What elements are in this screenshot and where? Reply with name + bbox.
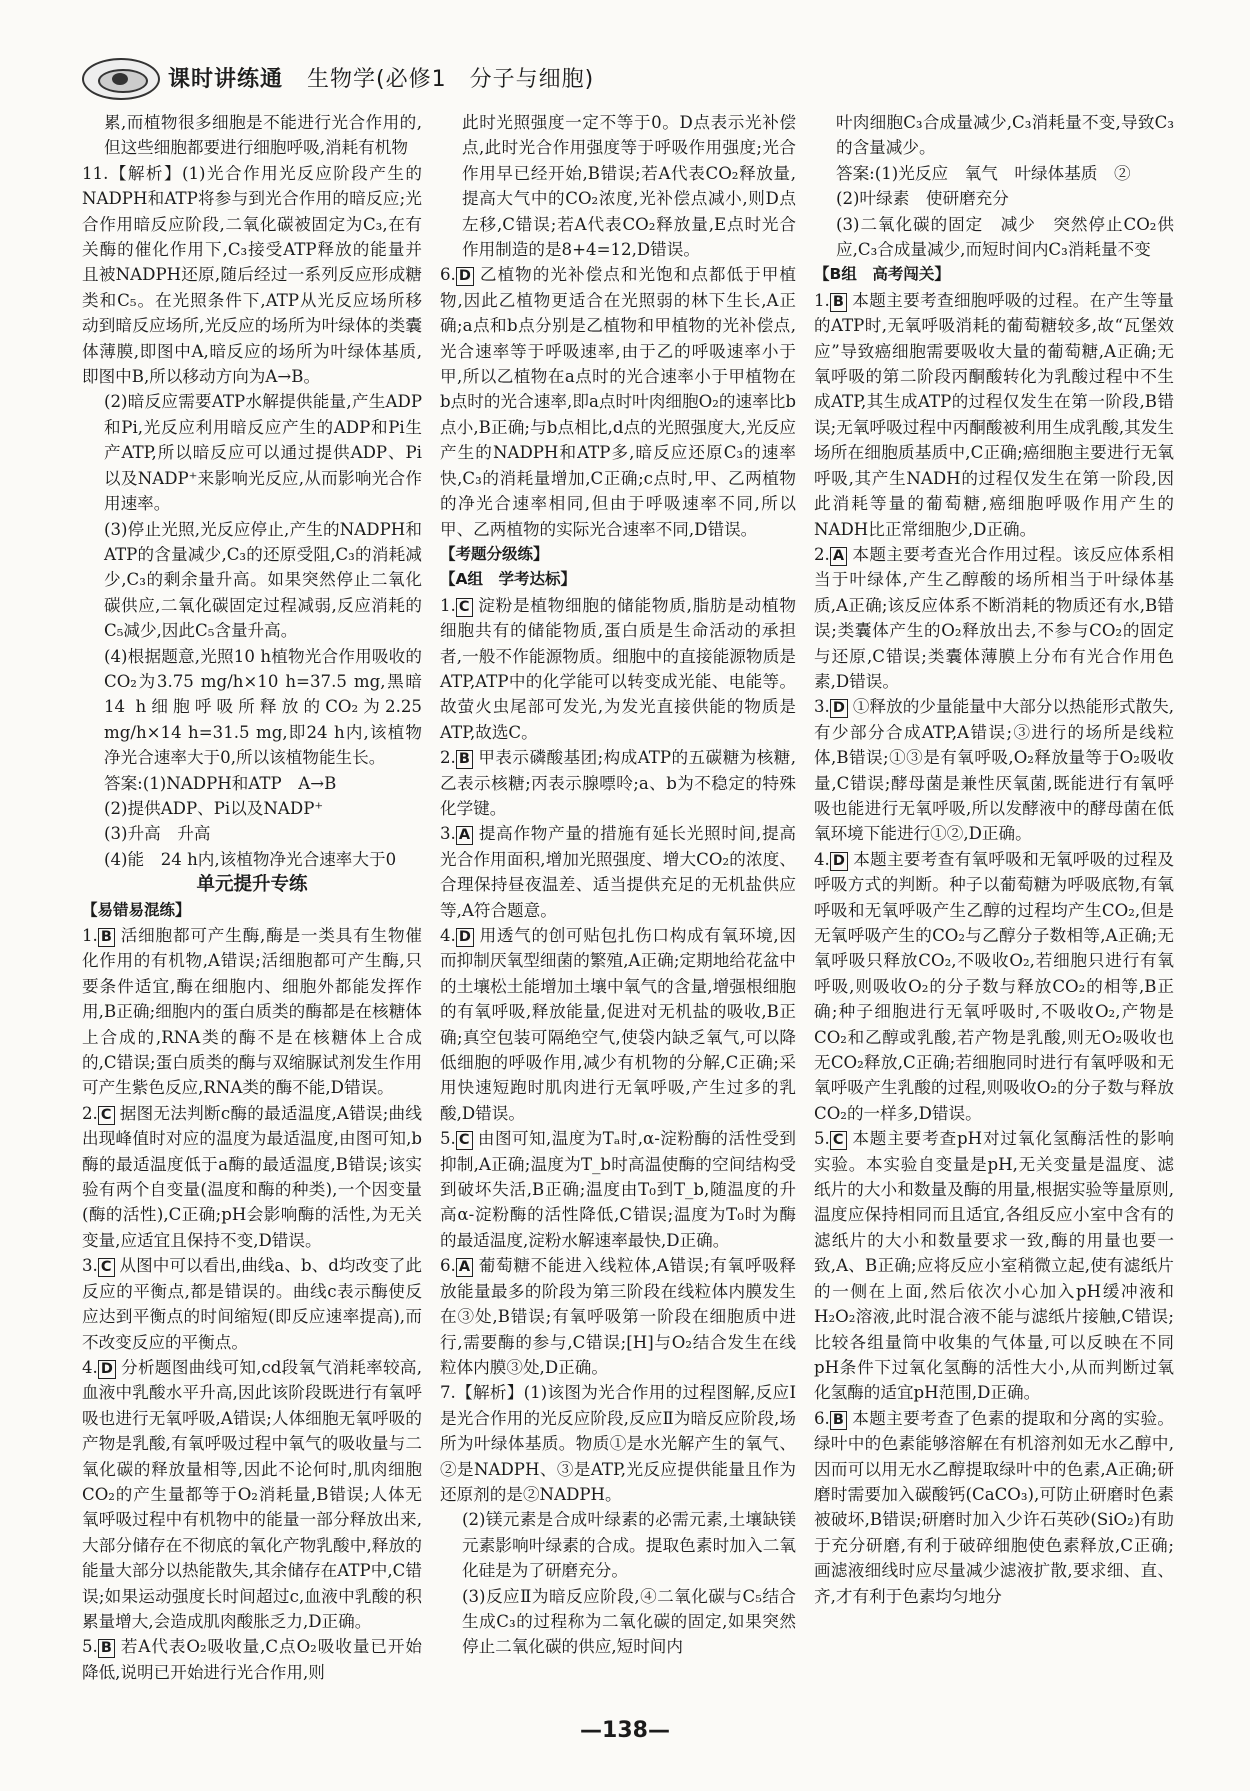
- answer-letter: D: [830, 699, 848, 718]
- paragraph: [82, 796, 422, 821]
- paragraph-text: 7.【解析】(1)该图为光合作用的过程图解,反应Ⅰ是光合作用的光反应阶段,反应Ⅱ为暗反应阶段,场所为叶绿体基质。物质①是水光解产生的氧气、②是NADPH、③是ATP,光反应提供能量且作为还原剂的是②NADPH。: [440, 1383, 796, 1504]
- paragraph: [82, 1355, 422, 1634]
- question-number: 6.: [440, 1256, 456, 1276]
- paragraph: [82, 923, 422, 1101]
- paragraph-text: 【A组 学考达标】: [440, 570, 576, 589]
- paragraph: [82, 1101, 422, 1253]
- section-heading: [814, 262, 1174, 287]
- paragraph-text: (2)叶绿素 使研磨充分: [836, 189, 1009, 209]
- paragraph: [440, 593, 796, 745]
- paragraph: [440, 745, 796, 821]
- paragraph-text: 此时光照强度一定不等于0。D点表示光补偿点,此时光合作用强度等于呼吸作用强度;光合作用早已经开始,B错误;若A代表CO₂释放量,提高大气中的CO₂浓度,光补偿点减小,则D点左移,C错误;若A代表CO₂释放量,E点时光合作用制造的是8+4=12,D错误。: [462, 113, 796, 260]
- question-number: 2.: [82, 1103, 98, 1123]
- paragraph: [814, 847, 1174, 1126]
- answer-letter: C: [456, 1131, 473, 1150]
- paragraph-text: 【考题分级练】: [440, 544, 549, 563]
- paragraph: [82, 821, 422, 846]
- paragraph: [440, 1507, 796, 1583]
- paragraph-text: 由图可知,温度为Tₐ时,α-淀粉酶的活性受到抑制,A正确;温度为T_b时高温使酶的空间结构受到破坏失活,B正确;温度由T₀到T_b,随温度的升高α-淀粉酶的活性降低,C错误;温度为T₀时为酶的最适温度,淀粉水解速率最快,D正确。: [440, 1129, 796, 1250]
- section-title: [82, 872, 422, 897]
- column-left: [82, 110, 422, 1685]
- paragraph: [814, 212, 1174, 263]
- question-number: 5.: [814, 1129, 830, 1149]
- paragraph: [814, 1406, 1174, 1609]
- question-number: 3.: [440, 824, 456, 844]
- paragraph-text: 累,而植物很多细胞是不能进行光合作用的,但这些细胞都要进行细胞呼吸,消耗有机物: [104, 113, 422, 158]
- paragraph-text: 叶肉细胞C₃合成量减少,C₃消耗量不变,导致C₃的含量减少。: [836, 113, 1174, 158]
- paragraph: [82, 161, 422, 390]
- answer-letter: C: [98, 1106, 115, 1125]
- paragraph: [82, 110, 422, 161]
- paragraph-text: 淀粉是植物细胞的储能物质,脂肪是动植物细胞共有的储能物质,蛋白质是生命活动的承担者,一般不作能源物质。细胞中的直接能源物质是ATP,ATP中的化学能可以转变成光能、电能等。故萤火虫尾部可发光,为发光直接供能的物质是ATP,故选C。: [440, 595, 796, 742]
- paragraph: [440, 1584, 796, 1660]
- paragraph-text: 甲表示磷酸基团;构成ATP的五碳糖为核糖,乙表示核糖;丙表示腺嘌呤;a、b为不稳定的特殊化学键。: [440, 748, 796, 818]
- paragraph: [440, 262, 796, 541]
- paragraph-text: 本题主要考查pH对过氧化氢酶活性的影响实验。本实验自变量是pH,无关变量是温度、滤纸片的大小和数量及酶的用量,根据实验等量原则,温度应保持相同而且适宜,各组反应小室中含有的滤纸片的大小和数量要求一致,酶的用量也要一致,A、B正确;应将反应小室稍微立起,使有滤纸片的一侧在上面,然后依次小心加入pH缓冲液和H₂O₂溶液,此时混合液不能与滤纸片接触,C错误;比较各组量筒中收集的气体量,可以反映在不同pH条件下过氧化氢酶的活性大小,从而判断过氧化氢酶的适宜pH范围,D正确。: [814, 1129, 1174, 1403]
- answer-letter: A: [456, 1258, 473, 1277]
- question-number: 4.: [440, 926, 456, 945]
- paragraph: [440, 1126, 796, 1253]
- question-number: 5.: [82, 1637, 98, 1657]
- paragraph-text: 提高作物产量的措施有延长光照时间,提高光合作用面积,增加光照强度、增大CO₂的浓度、合理保持昼夜温差、适当提供充足的无机盐供应等,A符合题意。: [440, 824, 796, 920]
- paragraph: [82, 644, 422, 771]
- paragraph: [440, 110, 796, 262]
- answer-letter: B: [98, 1639, 115, 1658]
- answer-letter: D: [456, 928, 474, 947]
- question-number: 2.: [814, 544, 830, 564]
- paragraph-text: (3)停止光照,光反应停止,产生的NADPH和ATP的含量减少,C₃的还原受阻,C₃的消耗减少,C₃的剩余量升高。如果突然停止二氧化碳供应,二氧化碳固定过程减弱,反应消耗的C₅减少,因此C₅含量升高。: [104, 519, 422, 641]
- paragraph: [814, 110, 1174, 161]
- paragraph-text: 分析题图曲线可知,cd段氧气消耗率较高,血液中乳酸水平升高,因此该阶段既进行有氧呼吸也进行无氧呼吸,A错误;人体细胞无氧呼吸的产物是乳酸,有氧呼吸过程中氧气的吸收量与二氧化碳的释放量相等,因此不论何时,肌肉细胞CO₂的产生量都等于O₂消耗量,B错误;人体无氧呼吸过程中有机物中的能量一部分释放出来,大部分储存在不彻底的氧化产物乳酸中,释放的能量大部分以热能散失,其余储存在ATP中,C错误;如果运动强度长时间超过c,血液中乳酸的积累量增大,会造成肌肉酸胀乏力,D正确。: [82, 1357, 422, 1631]
- paragraph: [82, 1253, 422, 1355]
- section-heading: [82, 898, 422, 923]
- paragraph-text: 单元提升专练: [196, 874, 308, 896]
- answer-letter: A: [830, 547, 847, 566]
- question-number: 6.: [440, 265, 456, 285]
- paragraph-text: 11.【解析】(1)光合作用光反应阶段产生的NADPH和ATP将参与到光合作用的暗反应;光合作用暗反应阶段,二氧化碳被固定为C₃,在有关酶的催化作用下,C₃接受ATP释放的能量并且被NADPH还原,随后经过一系列反应形成糖类和C₅。在光照条件下,ATP从光反应场所移动到暗反应场所,光反应的场所为叶绿体的类囊体薄膜,即图中A,暗反应的场所为叶绿体基质,即图中B,所以移动方向为A→B。: [82, 163, 422, 387]
- answer-letter: B: [456, 750, 473, 769]
- paragraph-text: (4)根据题意,光照10 h植物光合作用吸收的CO₂为3.75 mg/h×10 h=37.5 mg,黑暗14 h细胞呼吸所释放的CO₂为2.25 mg/h×14 h=31.5 mg,即24 h内,该植物净光合速率大于0,所以该植物能生长。: [104, 646, 422, 768]
- paragraph-text: 活细胞都可产生酶,酶是一类具有生物催化作用的有机物,A错误;活细胞都可产生酶,只要条件适宜,酶在细胞内、细胞外都能发挥作用,B正确;细胞内的蛋白质类的酶都是在核糖体上合成的,RNA类的酶不是在核糖体上合成的,C错误;蛋白质类的酶与双缩脲试剂发生作用可产生紫色反应,RNA类的酶不能,D错误。: [82, 926, 422, 1098]
- paragraph: [814, 542, 1174, 694]
- question-number: 3.: [814, 697, 830, 717]
- paragraph: [82, 771, 422, 796]
- question-number: 5.: [440, 1129, 456, 1149]
- question-number: 1.: [82, 926, 98, 945]
- question-number: 3.: [82, 1256, 98, 1276]
- paragraph: [82, 1634, 422, 1685]
- header-title: [168, 62, 594, 93]
- answer-letter: D: [830, 852, 848, 871]
- answer-letter: C: [98, 1258, 115, 1277]
- paragraph: [82, 389, 422, 516]
- paragraph: [82, 847, 422, 872]
- question-number: 6.: [814, 1408, 830, 1428]
- paragraph-text: 答案:(1)NADPH和ATP A→B: [104, 773, 337, 793]
- paragraph-text: (3)升高 升高: [104, 824, 211, 844]
- paragraph: [814, 694, 1174, 846]
- paragraph: [440, 1253, 796, 1380]
- paragraph-text: 乙植物的光补偿点和光饱和点都低于甲植物,因此乙植物更适合在光照弱的林下生长,A正确;a点和b点分别是乙植物和甲植物的光补偿点,光合速率等于呼吸速率,由于乙的呼吸速率小于甲,所以乙植物在a点时的光合速率小于甲植物在b点时的光合速率,即a点时叶肉细胞O₂的速率比b点小,B正确;与b点相比,d点的光照强度大,光反应产生的NADPH和ATP多,暗反应还原C₃的速率快,C₃的消耗量增加,C正确;c点时,甲、乙两植物的净光合速率相同,但由于呼吸速率不同,所以甲、乙两植物的实际光合速率不同,D错误。: [440, 265, 796, 539]
- paragraph-text: 答案:(1)光反应 氧气 叶绿体基质 ②: [836, 163, 1131, 183]
- paragraph: [814, 186, 1174, 211]
- subject-name: 生物学(必修1 分子与细胞): [307, 67, 595, 92]
- paragraph-text: 本题主要考查有氧呼吸和无氧呼吸的过程及呼吸方式的判断。种子以葡萄糖为呼吸底物,有氧呼吸和无氧呼吸产生乙醇的过程均产生CO₂,但是无氧呼吸产生的CO₂与乙醇分子数相等,A正确;无氧呼吸只释放CO₂,不吸收O₂,若细胞只进行有氧呼吸,则吸收O₂的分子数与释放CO₂的相等,B正确;种子细胞进行无氧呼吸时,不吸收O₂,产物是CO₂和乙醇或乳酸,若产物是乳酸,则无O₂吸收也无CO₂释放,C正确;若细胞同时进行有氧呼吸和无氧呼吸产生乳酸的过程,则吸收O₂的分子数与释放CO₂的一样多,D错误。: [814, 849, 1174, 1123]
- paragraph-text: 用透气的创可贴包扎伤口构成有氧环境,因而抑制厌氧型细菌的繁殖,A正确;定期地给花盆中的土壤松土能增加土壤中氧气的含量,增强根细胞的有氧呼吸,释放能量,促进对无机盐的吸收,B正确;真空包装可隔绝空气,使袋内缺乏氧气,可以降低细胞的呼吸作用,减少有机物的分解,C正确;采用快速短跑时肌肉进行无氧呼吸,产生过多的乳酸,D错误。: [440, 926, 796, 1123]
- paragraph: [440, 923, 796, 1126]
- answer-letter: C: [456, 598, 473, 617]
- page-header: [72, 54, 1232, 102]
- question-number: 1.: [440, 595, 456, 615]
- paragraph-text: 葡萄糖不能进入线粒体,A错误;有氧呼吸释放能量最多的阶段为第三阶段在线粒体内膜发生在③处,B错误;有氧呼吸第一阶段在细胞质中进行,需要酶的参与,C错误;[H]与O₂结合发生在线粒体内膜③处,D正确。: [440, 1256, 796, 1377]
- answer-letter: B: [830, 293, 847, 312]
- answer-letter: C: [830, 1131, 847, 1150]
- answer-letter: D: [98, 1360, 116, 1379]
- paragraph: [814, 161, 1174, 186]
- paragraph-text: 本题主要考查了色素的提取和分离的实验。绿叶中的色素能够溶解在有机溶剂如无水乙醇中,因而可以用无水乙醇提取绿叶中的色素,A正确;研磨时需要加入碳酸钙(CaCO₃),可防止研磨时色素被破坏,B错误;研磨时加入少许石英砂(SiO₂)有助于充分研磨,有利于破碎细胞使色素释放,C正确;画滤液细线时应尽量减少滤液扩散,要求细、直、齐,才有利于色素均匀地分: [814, 1408, 1174, 1606]
- paragraph-text: 【易错易混练】: [82, 900, 191, 919]
- answer-letter: B: [98, 928, 115, 947]
- paragraph-text: 本题主要考查细胞呼吸的过程。在产生等量的ATP时,无氧呼吸消耗的葡萄糖较多,故“瓦堡效应”导致癌细胞需要吸收大量的葡萄糖,A正确;无氧呼吸的第二阶段丙酮酸转化为乳酸过程中不生成ATP,其生成ATP的过程仅发生在第一阶段,B错误;无氧呼吸过程中丙酮酸被利用生成乳酸,其发生场所在细胞质基质中,C正确;癌细胞主要进行无氧呼吸,其产生NADH的过程仅发生在第一阶段,因此消耗等量的葡萄糖,癌细胞呼吸作用产生的NADH比正常细胞少,D正确。: [814, 290, 1174, 539]
- paragraph: [814, 288, 1174, 542]
- paragraph-text: 从图中可以看出,曲线a、b、d均改变了此反应的平衡点,都是错误的。曲线c表示酶使反应达到平衡点的时间缩短(即反应速率提高),而不改变反应的平衡点。: [82, 1256, 422, 1352]
- question-number: 1.: [814, 290, 830, 310]
- column-middle: [440, 110, 796, 1660]
- paragraph-text: 若A代表O₂吸收量,C点O₂吸收量已开始降低,说明已开始进行光合作用,则: [82, 1637, 422, 1682]
- paragraph: [440, 1380, 796, 1507]
- paragraph: [82, 517, 422, 644]
- paragraph-text: 【B组 高考闯关】: [814, 265, 950, 284]
- paragraph-text: 据图无法判断c酶的最适温度,A错误;曲线出现峰值时对应的温度为最适温度,由图可知,b酶的最适温度低于a酶的最适温度,B错误;该实验有两个自变量(温度和酶的种类),一个因变量(酶的活性),C正确;pH会影响酶的活性,为无关变量,应适宜且保持不变,D错误。: [82, 1103, 422, 1250]
- paragraph-text: (2)镁元素是合成叶绿素的必需元素,土壤缺镁元素影响叶绿素的合成。提取色素时加入二氧化硅是为了研磨充分。: [462, 1510, 796, 1581]
- paragraph-text: (3)二氧化碳的固定 减少 突然停止CO₂供应,C₃合成量减少,而短时间内C₃消耗量不变: [836, 214, 1174, 260]
- answer-letter: D: [456, 267, 474, 286]
- paragraph-text: (2)提供ADP、Pi以及NADP⁺: [104, 798, 324, 818]
- section-heading: [440, 542, 796, 567]
- paragraph: [440, 821, 796, 923]
- series-name: 课时讲练通: [168, 67, 284, 92]
- answer-letter: A: [456, 826, 473, 845]
- question-number: 2.: [440, 748, 456, 768]
- paragraph-text: (3)反应Ⅱ为暗反应阶段,④二氧化碳与C₅结合生成C₃的过程称为二氧化碳的固定,如果突然停止二氧化碳的供应,短时间内: [462, 1586, 796, 1657]
- paragraph-text: 本题主要考查光合作用过程。该反应体系相当于叶绿体,产生乙醇酸的场所相当于叶绿体基质,A正确;该反应体系不断消耗的物质还有水,B错误;类囊体产生的O₂释放出去,不参与CO₂的固定与还原,C错误;类囊体薄膜上分布有光合作用色素,D错误。: [814, 544, 1174, 691]
- paragraph: [814, 1126, 1174, 1405]
- publisher-logo-icon: [82, 58, 160, 100]
- section-heading: [440, 567, 796, 592]
- question-number: 4.: [814, 849, 830, 869]
- column-right: [814, 110, 1174, 1609]
- answer-letter: B: [830, 1411, 847, 1430]
- paragraph-text: (2)暗反应需要ATP水解提供能量,产生ADP和Pi,光反应利用暗反应产生的ADP和Pi生产ATP,所以暗反应可以通过提供ADP、Pi以及NADP⁺来影响光反应,从而影响光合作用速率。: [104, 392, 422, 514]
- paragraph-text: (4)能 24 h内,该植物净光合速率大于0: [104, 849, 397, 869]
- page-number: —138—: [580, 1718, 670, 1743]
- paragraph-text: ①释放的少量能量中大部分以热能形式散失,有少部分合成ATP,A错误;③进行的场所是线粒体,B错误;①③是有氧呼吸,O₂释放量等于O₂吸收量,C错误;酵母菌是兼性厌氧菌,既能进行有氧呼吸也能进行无氧呼吸,所以发酵液中的酵母菌在低氧环境下能进行①②,D正确。: [814, 697, 1174, 844]
- question-number: 4.: [82, 1357, 98, 1377]
